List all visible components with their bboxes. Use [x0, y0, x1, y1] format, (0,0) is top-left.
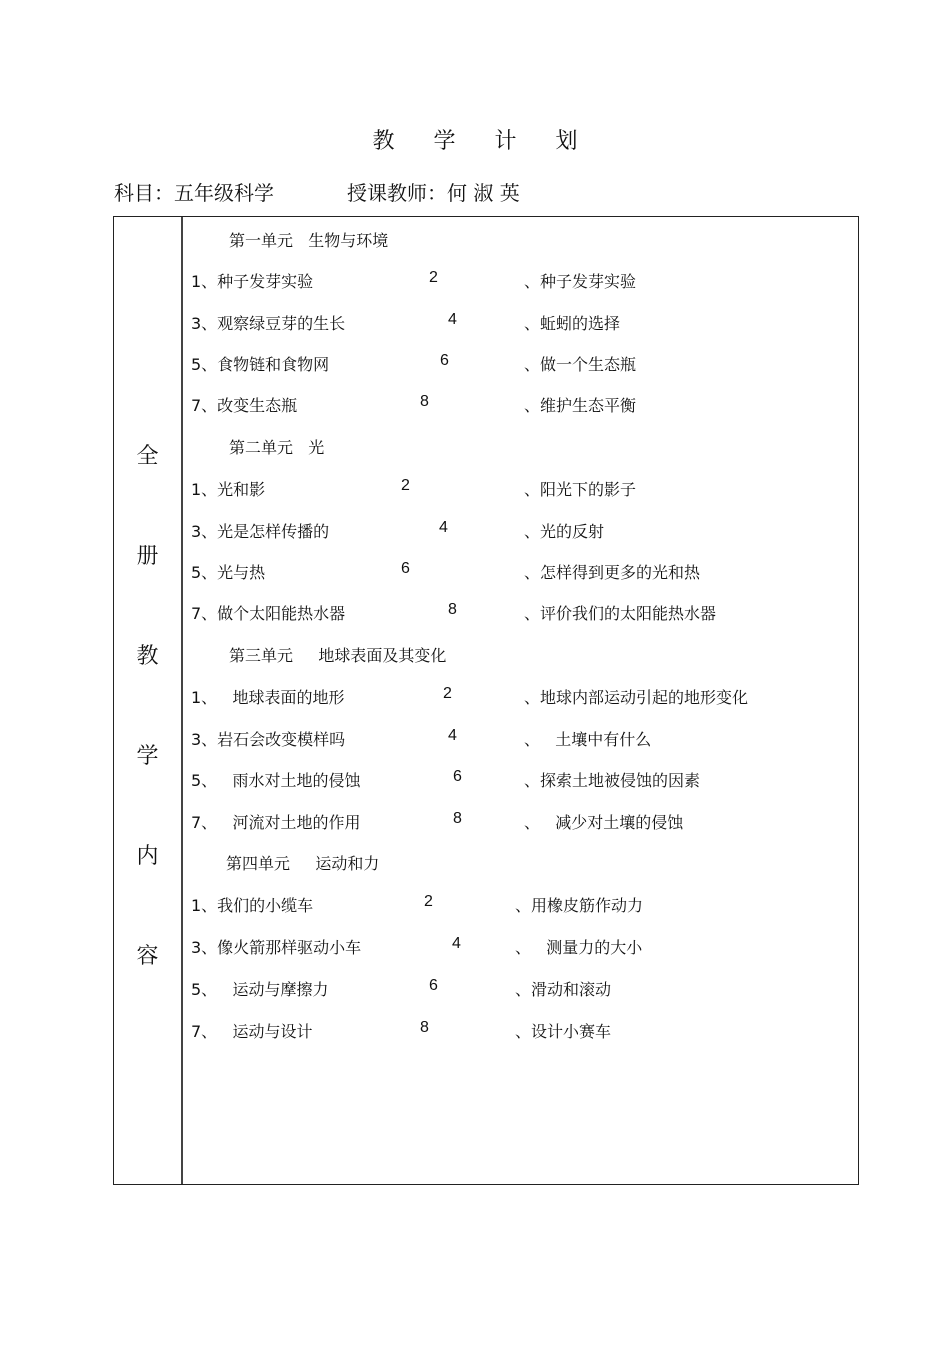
teacher-label: 授课教师：何 淑 英: [347, 181, 520, 205]
lesson-left: 1、种子发芽实验: [191, 272, 314, 291]
lesson-left: 5、食物链和食物网: [191, 355, 330, 374]
lesson-number: 8: [420, 1019, 429, 1036]
lesson-right: 、设计小赛车: [515, 1022, 612, 1041]
lesson-left: 7、 运动与设计: [191, 1022, 313, 1041]
lesson-left: 3、像火箭那样驱动小车: [191, 938, 362, 957]
lesson-right: 、探索土地被侵蚀的因素: [524, 771, 701, 790]
side-label-char: 学: [136, 744, 159, 769]
lesson-number: 8: [420, 393, 429, 410]
lesson-right: 、蚯蚓的选择: [524, 314, 621, 333]
side-label-char: 容: [136, 944, 159, 969]
unit-heading: 第四单元 运动和力: [226, 854, 380, 873]
lesson-right: 、用橡皮筋作动力: [515, 896, 644, 915]
lesson-number: 6: [453, 768, 462, 785]
lesson-right: 、 减少对土壤的侵蚀: [524, 813, 684, 832]
lesson-right: 、评价我们的太阳能热水器: [524, 604, 717, 623]
plan-table: [113, 216, 859, 1185]
lesson-left: 7、改变生态瓶: [191, 396, 298, 415]
side-label-char: 册: [136, 544, 159, 569]
lesson-right: 、光的反射: [524, 522, 605, 541]
lesson-right: 、维护生态平衡: [524, 396, 637, 415]
side-label-char: 内: [136, 844, 159, 869]
lesson-number: 6: [401, 560, 410, 577]
unit-heading: 第二单元 光: [229, 438, 325, 457]
lesson-right: 、做一个生态瓶: [524, 355, 637, 374]
lesson-right: 、滑动和滚动: [515, 980, 612, 999]
lesson-number: 4: [439, 519, 448, 536]
lesson-number: 8: [448, 601, 457, 618]
lesson-number: 4: [452, 935, 461, 952]
document-title: 教 学 计 划: [372, 129, 594, 154]
lesson-left: 7、做个太阳能热水器: [191, 604, 346, 623]
lesson-left: 3、光是怎样传播的: [191, 522, 330, 541]
lesson-number: 4: [448, 311, 457, 328]
subject-label: 科目：五年级科学: [114, 181, 274, 205]
lesson-left: 5、 运动与摩擦力: [191, 980, 329, 999]
lesson-number: 2: [443, 685, 452, 702]
lesson-left: 3、岩石会改变模样吗: [191, 730, 346, 749]
lesson-right: 、怎样得到更多的光和热: [524, 563, 701, 582]
lesson-right: 、 测量力的大小: [515, 938, 643, 957]
lesson-left: 3、观察绿豆芽的生长: [191, 314, 346, 333]
unit-heading: 第一单元 生物与环境: [229, 231, 389, 250]
lesson-left: 1、光和影: [191, 480, 266, 499]
column-divider: [181, 217, 183, 1184]
lesson-number: 2: [429, 269, 438, 286]
lesson-right: 、种子发芽实验: [524, 272, 637, 291]
lesson-number: 2: [401, 477, 410, 494]
lesson-right: 、地球内部运动引起的地形变化: [524, 688, 749, 707]
lesson-number: 6: [440, 352, 449, 369]
lesson-right: 、阳光下的影子: [524, 480, 637, 499]
side-label-char: 全: [136, 444, 159, 469]
side-label-char: 教: [136, 644, 159, 669]
lesson-left: 1、 地球表面的地形: [191, 688, 345, 707]
unit-heading: 第三单元 地球表面及其变化: [229, 646, 447, 665]
lesson-right: 、 土壤中有什么: [524, 730, 652, 749]
lesson-number: 4: [448, 727, 457, 744]
lesson-number: 6: [429, 977, 438, 994]
lesson-left: 5、光与热: [191, 563, 266, 582]
lesson-number: 2: [424, 893, 433, 910]
lesson-number: 8: [453, 810, 462, 827]
lesson-left: 5、 雨水对土地的侵蚀: [191, 771, 361, 790]
lesson-left: 7、 河流对土地的作用: [191, 813, 361, 832]
lesson-left: 1、我们的小缆车: [191, 896, 314, 915]
